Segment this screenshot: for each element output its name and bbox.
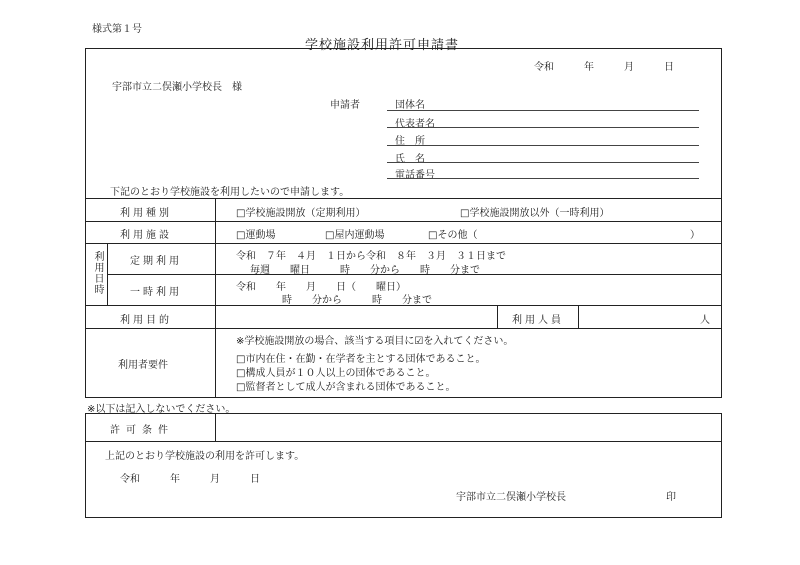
datetime-label: 利用日時 (92, 251, 103, 295)
field-phone: 電話番号 (395, 170, 435, 181)
temporary-time: 時 分から 時 分まで (282, 295, 432, 306)
members-line-right (578, 305, 579, 328)
members-unit: 人 (700, 315, 710, 326)
purpose-label: 利用目的 (120, 315, 172, 326)
permit-conditions-label: 許可条件 (110, 425, 174, 436)
permit-label-line (215, 413, 216, 441)
regular-period: 令和 ７年 ４月 １日から令和 ８年 ３月 ３１日まで (236, 251, 506, 262)
field-address: 住 所 (395, 136, 425, 147)
field-organization: 団体名 (395, 100, 425, 111)
row-line-1 (85, 221, 722, 222)
intro-text: 下記のとおり学校施設を利用したいので申請します。 (110, 187, 350, 198)
addressee: 宇部市立二俣瀬小学校長 様 (112, 82, 242, 93)
official-use-note: ※以下は記入しないでください。 (87, 404, 236, 415)
representative-underline (387, 127, 699, 128)
members-line-left (497, 305, 498, 328)
form-number: 様式第１号 (92, 24, 142, 35)
field-name: 氏 名 (395, 154, 425, 165)
table-top-line (85, 198, 722, 199)
field-representative: 代表者名 (395, 119, 435, 130)
datetime-split-line (107, 243, 108, 305)
page-title: 学校施設利用許可申請書 (305, 38, 460, 53)
facility-option-other[interactable]: □その他（ (428, 230, 478, 241)
requirement-item-supervisor[interactable]: □監督者として成人が含まれる団体であること。 (236, 382, 456, 393)
regular-label: 定期利用 (130, 256, 182, 267)
temporary-date: 令和 年 月 日（ 曜日） (236, 282, 406, 293)
facility-label: 利用施設 (120, 230, 172, 241)
type-option-regular[interactable]: □学校施設開放（定期利用） (236, 208, 366, 219)
facility-option-ground[interactable]: □運動場 (236, 230, 276, 241)
application-date: 令和 年 月 日 (534, 62, 674, 73)
requirements-note: ※学校施設開放の場合、該当する項目に☑を入れてください。 (236, 336, 514, 347)
temporary-label: 一時利用 (130, 287, 182, 298)
permit-frame (85, 413, 722, 518)
applicant-label: 申請者 (330, 100, 360, 111)
name-underline (387, 162, 699, 163)
permit-statement: 上記のとおり学校施設の利用を許可します。 (105, 451, 305, 462)
facility-option-gym[interactable]: □屋内運動場 (325, 230, 385, 241)
members-label: 利用人員 (512, 315, 564, 326)
requirement-item-members[interactable]: □構成人員が１０人以上の団体であること。 (236, 368, 436, 379)
regular-weekly-time: 毎週 曜日 時 分から 時 分まで (250, 265, 480, 276)
permit-date: 令和 年 月 日 (120, 474, 260, 485)
label-column-line (215, 198, 216, 398)
requirement-item-residence[interactable]: □市内在住・在勤・在学者を主とする団体であること。 (236, 354, 486, 365)
address-underline (387, 145, 699, 146)
row-line-5 (85, 328, 722, 329)
permit-divider (85, 441, 722, 442)
phone-underline (387, 178, 699, 179)
row-line-2 (85, 243, 722, 244)
organization-underline (387, 110, 699, 111)
requirements-label: 利用者要件 (118, 360, 168, 371)
facility-close-paren: ） (690, 230, 700, 241)
permit-signer: 宇部市立二俣瀬小学校長 (456, 492, 566, 503)
type-option-temporary[interactable]: □学校施設開放以外（一時利用） (460, 208, 610, 219)
seal-mark: 印 (666, 492, 676, 503)
type-label: 利用種別 (120, 208, 172, 219)
